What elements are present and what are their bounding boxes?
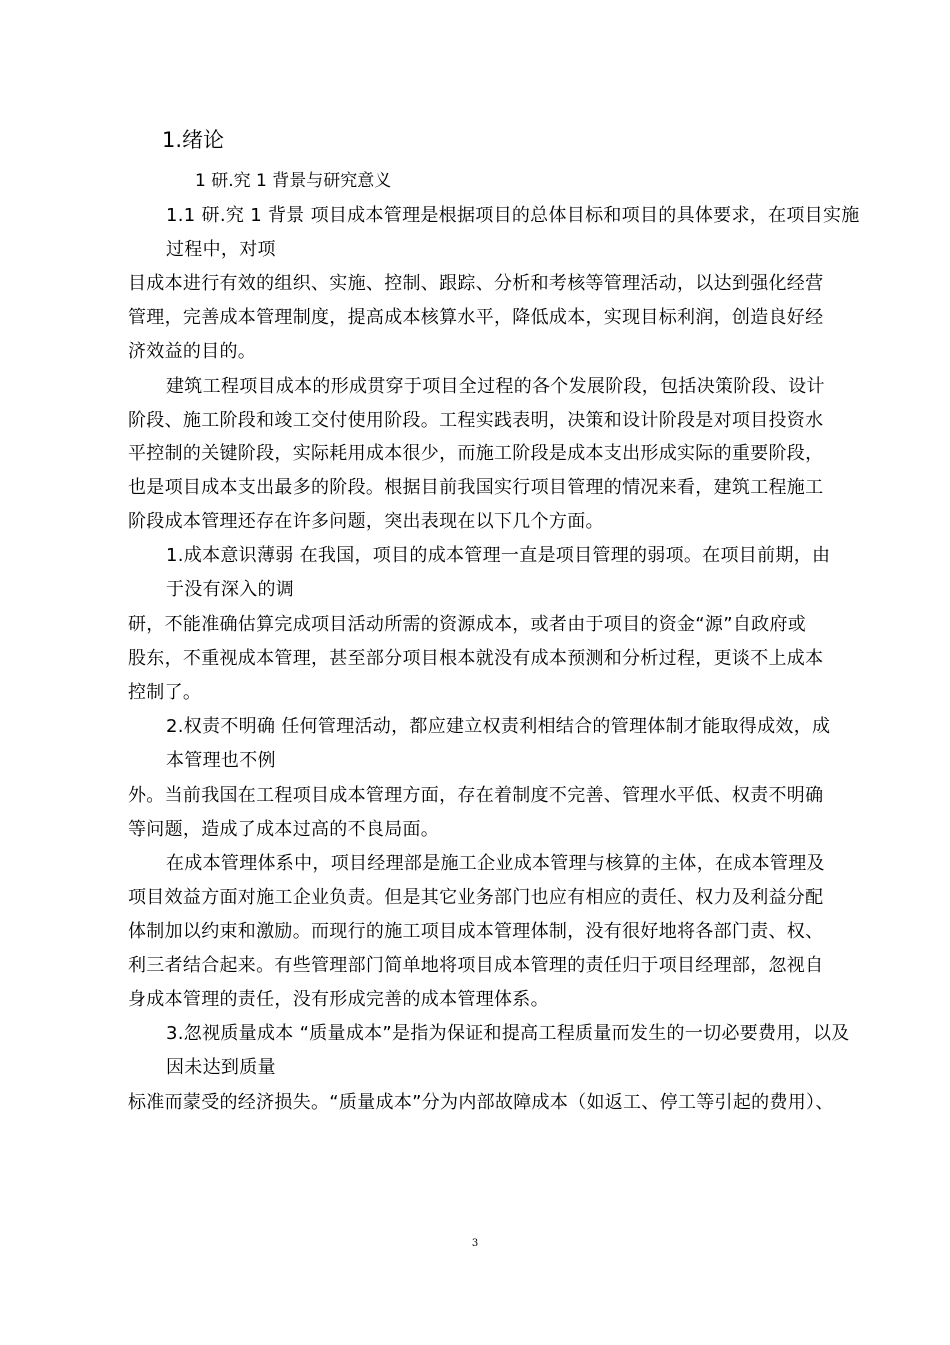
text-line: 项目效益方面对施工企业负责。但是其它业务部门也应有相应的责任、权力及利益分配	[128, 887, 824, 908]
page-number: 3	[471, 1238, 479, 1249]
text-line: 济效益的目的。	[128, 341, 257, 362]
text-line: 平控制的关键阶段，实际耗用成本很少，而施工阶段是成本支出形成实际的重要阶段，	[128, 443, 824, 464]
text-line: 体制加以约束和激励。而现行的施工项目成本管理体制，没有很好地将各部门责、权、	[128, 921, 824, 942]
text-line: 外。当前我国在工程项目成本管理方面，存在着制度不完善、管理水平低、权责不明确	[128, 785, 824, 806]
text-line: 1.成本意识薄弱 在我国，项目的成本管理一直是项目管理的弱项。在项目前期，由	[166, 545, 831, 566]
text-line: 也是项目成本支出最多的阶段。根据目前我国实行项目管理的情况来看，建筑工程施工	[128, 477, 824, 498]
text-line: 利三者结合起来。有些管理部门简单地将项目成本管理的责任归于项目经理部，忽视自	[128, 955, 824, 976]
text-line: 3.忽视质量成本 “质量成本”是指为保证和提高工程质量而发生的一切必要费用，以及	[166, 1023, 850, 1044]
text-line: 于没有深入的调	[166, 579, 295, 600]
text-line: 控制了。	[128, 682, 202, 703]
text-line: 股东，不重视成本管理，甚至部分项目根本就没有成本预测和分析过程，更谈不上成本	[128, 648, 824, 669]
text-line: 阶段成本管理还存在许多问题，突出表现在以下几个方面。	[128, 511, 604, 532]
text-line: 建筑工程项目成本的形成贯穿于项目全过程的各个发展阶段，包括决策阶段、设计	[166, 376, 825, 397]
text-line: 管理，完善成本管理制度，提高成本核算水平，降低成本，实现目标利润，创造良好经	[128, 307, 824, 328]
text-line: 身成本管理的责任，没有形成完善的成本管理体系。	[128, 989, 549, 1010]
text-line: 目成本进行有效的组织、实施、控制、跟踪、分析和考核等管理活动，以达到强化经营	[128, 273, 824, 294]
section-heading: 1 研.究 1 背景与研究意义	[195, 171, 392, 191]
text-line: 本管理也不例	[166, 750, 276, 771]
text-line: 1.1 研.究 1 背景 项目成本管理是根据项目的总体目标和项目的具体要求，在项目实施	[166, 205, 860, 226]
text-line: 在成本管理体系中，项目经理部是施工企业成本管理与核算的主体，在成本管理及	[166, 853, 825, 874]
text-line: 等问题，造成了成本过高的不良局面。	[128, 819, 440, 840]
text-line: 因未达到质量	[166, 1057, 276, 1078]
text-line: 标准而蒙受的经济损失。“质量成本”分为内部故障成本（如返工、停工等引起的费用）、	[128, 1092, 834, 1113]
text-line: 过程中，对项	[166, 239, 276, 260]
chapter-heading: 1.绪论	[162, 128, 225, 152]
text-line: 阶段、施工阶段和竣工交付使用阶段。工程实践表明，决策和设计阶段是对项目投资水	[128, 410, 824, 431]
text-line: 研，不能准确估算完成项目活动所需的资源成本，或者由于项目的资金“源”自政府或	[128, 614, 807, 635]
text-line: 2.权责不明确 任何管理活动，都应建立权责利相结合的管理体制才能取得成效，成	[166, 716, 831, 737]
